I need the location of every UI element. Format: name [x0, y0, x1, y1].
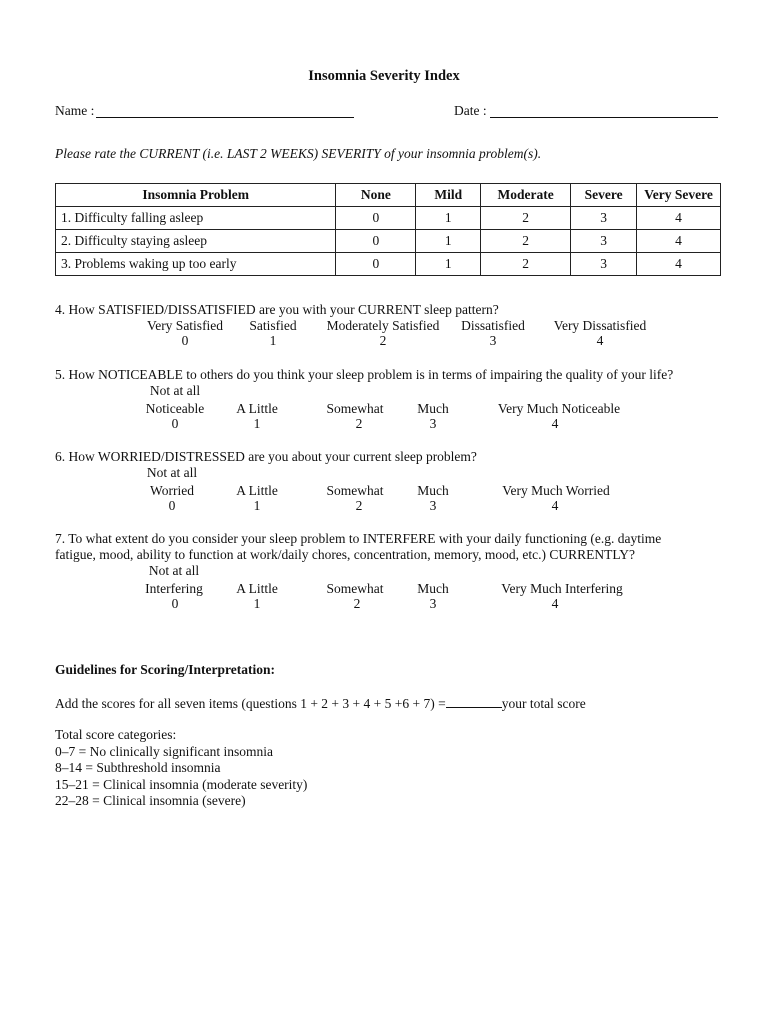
q7-option[interactable]: Interfering	[145, 581, 203, 596]
score-cell[interactable]: 0	[336, 230, 416, 253]
date-field[interactable]	[490, 117, 718, 118]
q6-option[interactable]: Worried	[150, 483, 194, 498]
categories-heading: Total score categories:	[55, 727, 177, 742]
guidelines-heading: Guidelines for Scoring/Interpretation:	[55, 662, 275, 677]
q7-score: 4	[551, 596, 559, 611]
header-none: None	[336, 184, 416, 207]
q5-score: 3	[429, 416, 437, 431]
score-cell[interactable]: 2	[481, 230, 571, 253]
q7-score: 3	[429, 596, 437, 611]
total-score-line	[55, 695, 586, 712]
category-item: 22–28 = Clinical insomnia (severe)	[55, 793, 246, 808]
header-moderate: Moderate	[481, 184, 571, 207]
q5-score: 1	[253, 416, 261, 431]
q7-option[interactable]: A Little	[236, 581, 278, 596]
q7-option[interactable]: Somewhat	[326, 581, 384, 596]
question-7-line-2: fatigue, mood, ability to function at work/daily chores, concentration, memory, mood, etc.) CURRENTLY?	[55, 547, 636, 562]
header-insomnia-problem: Insomnia Problem	[56, 184, 336, 207]
total-score-suffix: your total score	[501, 696, 586, 711]
score-cell[interactable]: 0	[336, 253, 416, 276]
q4-score: 4	[596, 333, 604, 348]
score-cell[interactable]: 4	[637, 230, 721, 253]
score-cell[interactable]: 3	[571, 207, 637, 230]
question-6: 6. How WORRIED/DISTRESSED are you about your current sleep problem?	[55, 449, 477, 464]
score-cell[interactable]: 3	[571, 253, 637, 276]
header-mild: Mild	[416, 184, 481, 207]
score-cell[interactable]: 1	[416, 207, 481, 230]
category-item: 15–21 = Clinical insomnia (moderate severity)	[55, 777, 308, 792]
q7-score: 0	[171, 596, 179, 611]
q5-option[interactable]: Much	[417, 401, 449, 416]
question-4: 4. How SATISFIED/DISSATISFIED are you with your CURRENT sleep pattern?	[55, 302, 499, 317]
q5-score: 4	[551, 416, 559, 431]
q4-option[interactable]: Satisfied	[249, 318, 297, 333]
q4-option[interactable]: Very Dissatisfied	[553, 318, 647, 333]
page-title: Insomnia Severity Index	[308, 68, 460, 84]
total-score-field[interactable]	[446, 695, 502, 708]
q6-option-top: Not at all	[146, 465, 198, 480]
instruction-text: Please rate the CURRENT (i.e. LAST 2 WEEKS) SEVERITY of your insomnia problem(s).	[55, 146, 542, 161]
q7-score: 2	[353, 596, 361, 611]
q6-option[interactable]: Much	[417, 483, 449, 498]
score-cell[interactable]: 1	[416, 230, 481, 253]
table-row	[56, 230, 721, 253]
score-cell[interactable]: 2	[481, 253, 571, 276]
score-cell[interactable]: 4	[637, 253, 721, 276]
category-item: 8–14 = Subthreshold insomnia	[55, 760, 221, 775]
q6-option[interactable]: A Little	[236, 483, 278, 498]
q6-option[interactable]: Very Much Worried	[502, 483, 610, 498]
score-cell[interactable]: 2	[481, 207, 571, 230]
q6-option[interactable]: Somewhat	[326, 483, 384, 498]
name-label: Name :	[55, 103, 95, 118]
q6-score: 4	[551, 498, 559, 513]
header-severe: Severe	[571, 184, 637, 207]
q5-option[interactable]: Somewhat	[326, 401, 384, 416]
q7-option[interactable]: Much	[417, 581, 449, 596]
table-row	[56, 253, 721, 276]
q7-score: 1	[253, 596, 261, 611]
header-very-severe: Very Severe	[637, 184, 721, 207]
q5-score: 0	[171, 416, 179, 431]
question-5: 5. How NOTICEABLE to others do you think your sleep problem is in terms of impairing the quality of your life?	[55, 367, 674, 382]
total-score-prefix: Add the scores for all seven items (questions 1 + 2 + 3 + 4 + 5 +6 + 7) =	[55, 696, 446, 711]
problem-label: 3. Problems waking up too early	[56, 253, 336, 276]
problem-label: 1. Difficulty falling asleep	[56, 207, 336, 230]
q4-score: 0	[181, 333, 189, 348]
date-label: Date :	[454, 103, 487, 118]
q5-option-top: Not at all	[149, 383, 201, 398]
score-cell[interactable]: 4	[637, 207, 721, 230]
q5-option[interactable]: Noticeable	[145, 401, 205, 416]
category-item: 0–7 = No clinically significant insomnia	[55, 744, 273, 759]
q6-score: 0	[168, 498, 176, 513]
q5-option[interactable]: Very Much Noticeable	[497, 401, 621, 416]
q6-score: 2	[355, 498, 363, 513]
q5-option[interactable]: A Little	[236, 401, 278, 416]
score-cell[interactable]: 1	[416, 253, 481, 276]
score-cell[interactable]: 0	[336, 207, 416, 230]
table-header-row	[56, 184, 721, 207]
q7-option[interactable]: Very Much Interfering	[501, 581, 623, 596]
score-cell[interactable]: 3	[571, 230, 637, 253]
q7-option-top: Not at all	[148, 563, 200, 578]
q4-score: 2	[379, 333, 387, 348]
q4-option[interactable]: Dissatisfied	[461, 318, 525, 333]
table-row	[56, 207, 721, 230]
q4-score: 1	[269, 333, 277, 348]
q6-score: 3	[429, 498, 437, 513]
question-7-line-1: 7. To what extent do you consider your sleep problem to INTERFERE with your daily functioning (e.g. daytime	[55, 531, 662, 546]
problem-label: 2. Difficulty staying asleep	[56, 230, 336, 253]
severity-table	[55, 183, 721, 276]
q4-score: 3	[489, 333, 497, 348]
q5-score: 2	[355, 416, 363, 431]
q4-option[interactable]: Moderately Satisfied	[326, 318, 440, 333]
q6-score: 1	[253, 498, 261, 513]
name-field[interactable]	[96, 117, 354, 118]
q4-option[interactable]: Very Satisfied	[146, 318, 224, 333]
